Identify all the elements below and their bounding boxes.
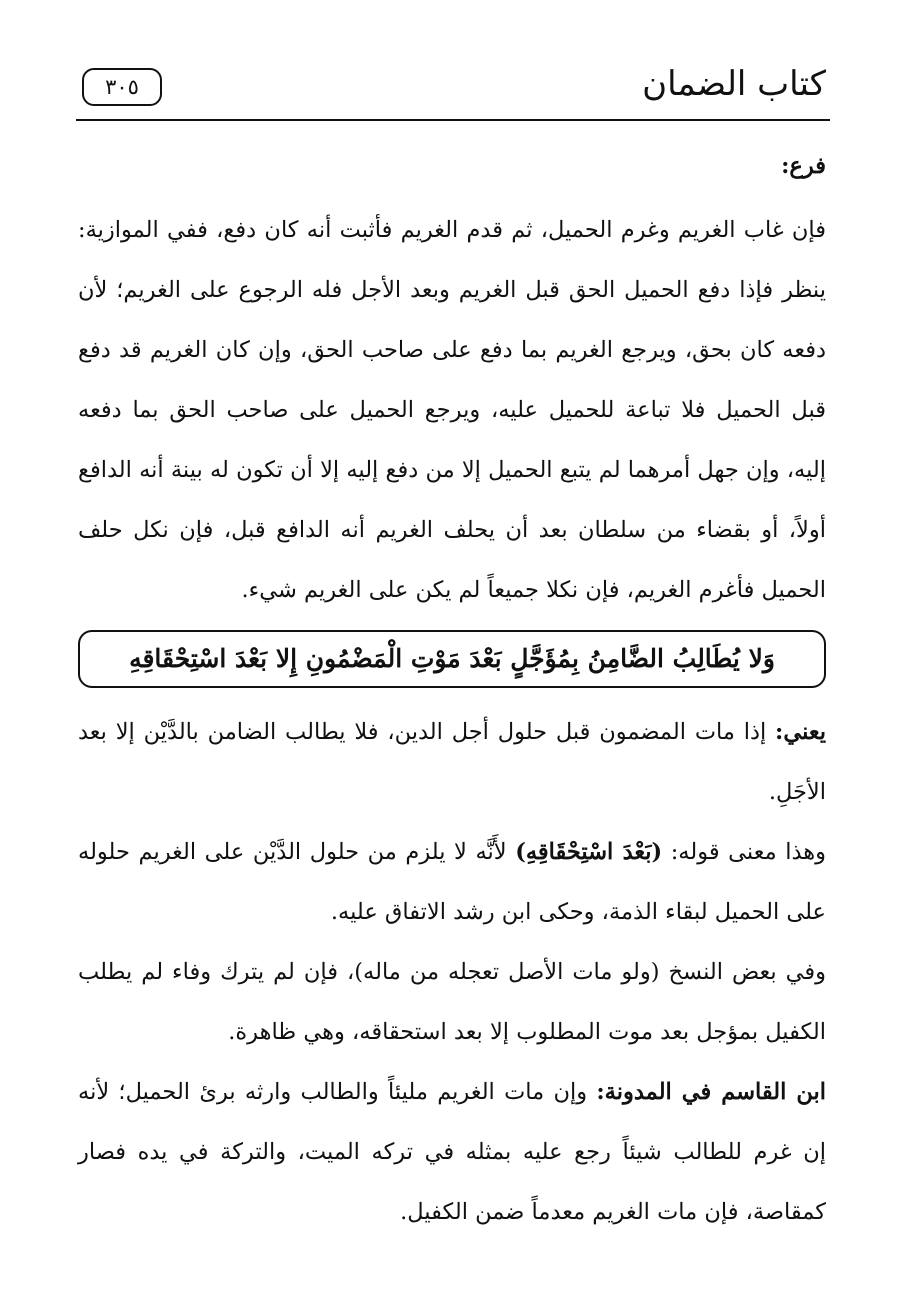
commentary-text-2: لأَنَّه لا يلزم من حلول الدَّيْن على الغريم حلوله على الحميل لبقاء الذمة، وحكى ابن رشد الاتفاق عليه.: [78, 839, 826, 925]
commentary-paragraph-3: وفي بعض النسخ (ولو مات الأصل تعجله من ماله)، فإن لم يترك وفاء لم يطلب الكفيل بمؤجل بعد موت المطلوب إلا بعد استحقاقه، وهي ظاهرة.: [78, 959, 826, 1045]
commentary-text-4: وإن مات الغريم مليئاً والطالب وارثه برئ الحميل؛ لأنه إن غرم للطالب شيئاً رجع عليه بمثله في تركه الميت، والتركة في يده فصار كمقاصة، فإن مات الغريم معدماً ضمن الكفيل.: [78, 1079, 826, 1225]
commentary-label-yani: يعني:: [775, 719, 826, 745]
source-label: ابن القاسم في المدونة:: [596, 1079, 826, 1105]
commentary-lead-2: وهذا معنى قوله:: [662, 839, 826, 865]
matn-frame: [78, 630, 826, 688]
commentary-paragraph-4: [78, 1062, 826, 1242]
branch-paragraph: فإن غاب الغريم وغرم الحميل، ثم قدم الغريم فأثبت أنه كان دفع، ففي الموازية: ينظر فإذا دفع الحميل الحق قبل الغريم وبعد الأجل فله الرجوع على الغريم؛ لأن دفعه كان بحق، ويرجع الغريم بما دفع على صاحب الحق، وإن كان الغريم قد دفع قبل الحميل فلا تباعة للحميل عليه، ويرجع الحميل على صاحب الحق بما دفعه إليه، وإن جهل أمرهما لم يتبع الحميل إلا من دفع إليه إلا أن تكون له بينة أنه الدافع أولاً، أو بقضاء من سلطان بعد أن يحلف الغريم أنه الدافع قبل، فإن نكل حلف الحميل فأغرم الغريم، فإن نكلا جميعاً لم يكن على الغريم شيء.: [78, 217, 826, 603]
page-number: ٣٠٥: [82, 68, 162, 106]
page-body: [78, 136, 826, 1242]
branch-heading: فرع:: [781, 153, 826, 179]
matn-text: وَلا يُطَالِبُ الضَّامِنُ بِمُؤَجَّلٍ بَعْدَ مَوْتِ الْمَضْمُونِ إِلا بَعْدَ اسْتِحْقَاقِهِ: [129, 644, 775, 673]
commentary-paragraph-2: [78, 822, 826, 942]
matn-quote: (بَعْدَ اسْتِحْقَاقِهِ): [515, 839, 663, 865]
header-divider: [76, 119, 830, 121]
commentary-text-1: إذا مات المضمون قبل حلول أجل الدين، فلا يطالب الضامن بالدَّيْن إلا بعد الأجَلِ.: [78, 719, 826, 805]
commentary-paragraph-1: [78, 702, 826, 822]
running-header-title: كتاب الضمان: [642, 64, 826, 104]
